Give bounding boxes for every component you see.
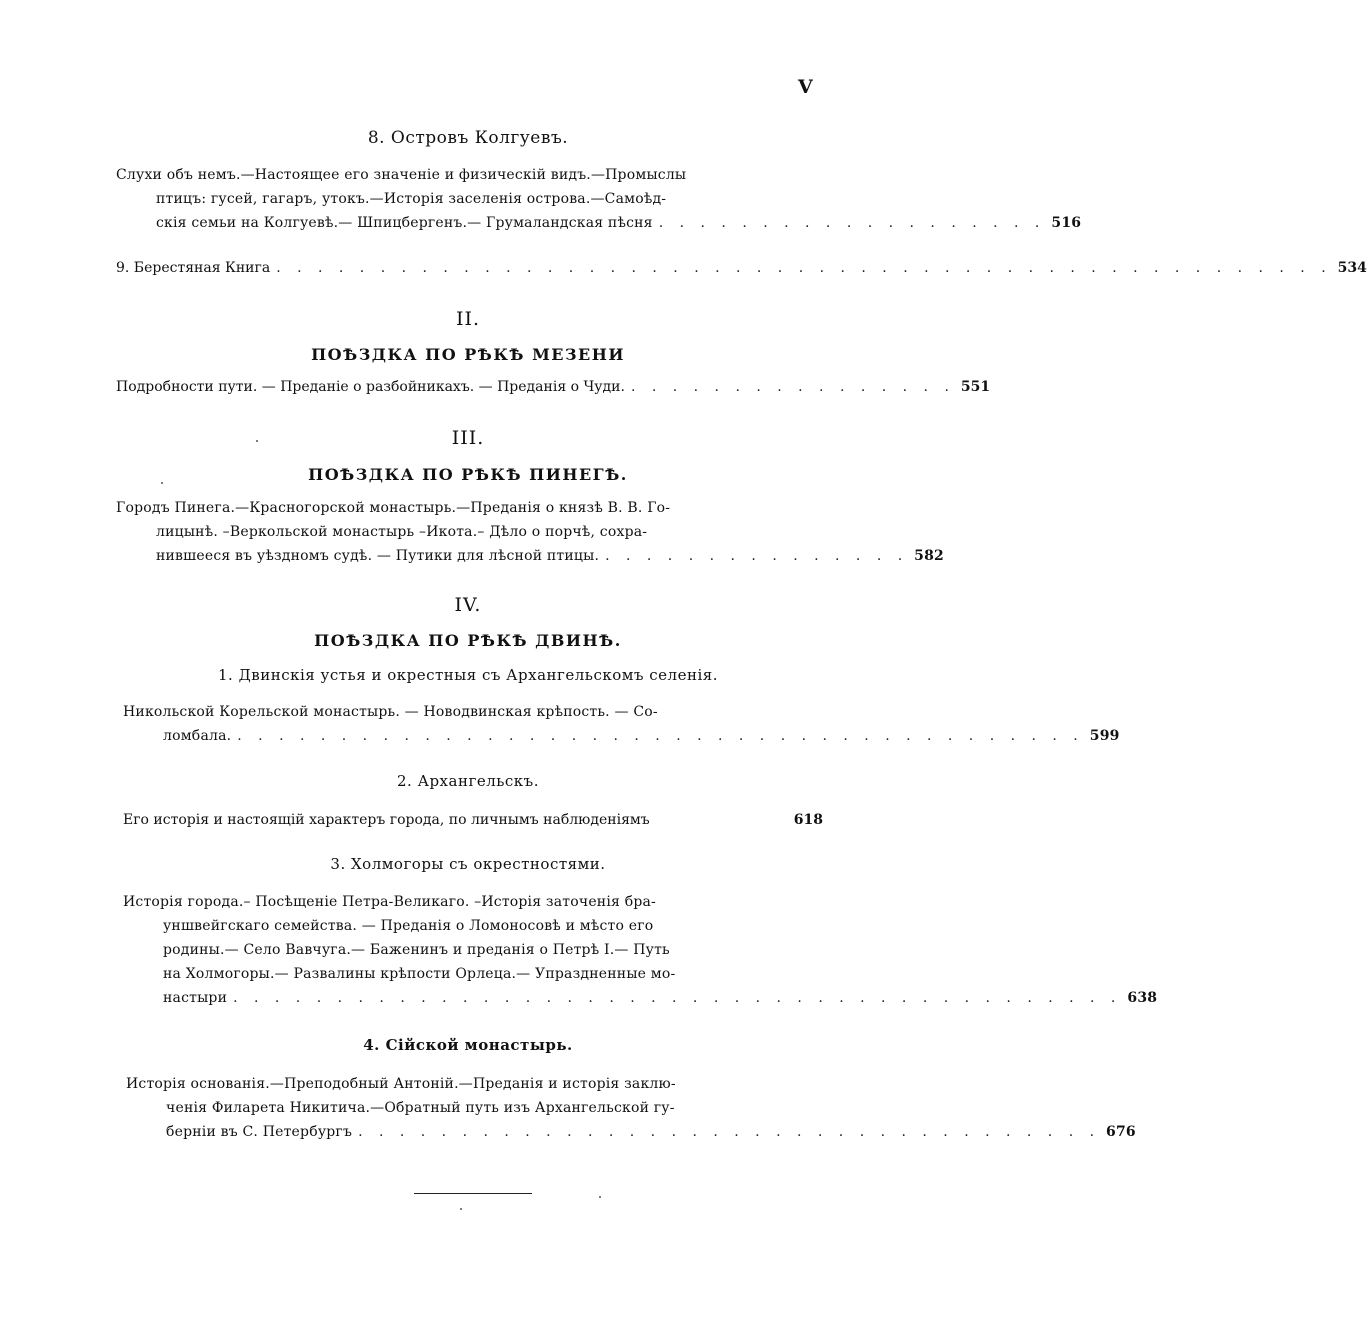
part-3-numeral: III. [451,427,485,449]
dot-leader: . . . . . . . . . . . . . . . . . . . . . . . . . . . . . . . . . . . . . . . . . . . [233,990,1122,1006]
dot-leader: . . . . . . . . . . . . . . . [605,548,909,564]
part-4-sub3-entry [123,890,1158,1010]
dot-leader: . . . . . . . . . . . . . . . . [630,379,955,395]
page-ref: 516 [1051,215,1082,231]
part-4-sub4-entry [126,1072,1136,1144]
page-number: V [798,76,813,98]
section-8-entry [116,163,1082,235]
part-4-title: ПОѢЗДКА ПО РѢКѢ ДВИНѢ. [314,631,622,650]
entry-line: родины.— Село Вавчуга.— Баженинъ и преданія о Петрѣ I.— Путь [163,942,670,958]
part-4-sub2-heading: 2. Архангельскъ. [397,772,539,790]
page-ref: 599 [1089,728,1120,744]
part-2-title: ПОѢЗДКА ПО РѢКѢ МЕЗЕНИ [311,345,625,364]
part-4-sub1-entry [123,700,1120,748]
entry-line: птицъ: гусей, гагаръ, утокъ.—Исторія заселенія острова.—Самоѣд- [156,191,667,207]
part-4-sub3-heading: 3. Холмогоры съ окрестностями. [330,855,606,873]
entry-line: скія семьи на Колгуевѣ.— Шпицбергенъ.— Грумаландская пѣсня [156,215,653,231]
part-2-entry [116,375,991,399]
part-3-title: ПОѢЗДКА ПО РѢКѢ ПИНЕГѢ. [308,465,628,484]
page-ref: 582 [914,548,944,564]
entry-line: настыри [163,990,228,1006]
entry-line: лицынѣ. –Веркольской монастырь –Икота.– Дѣло о порчѣ, сохра- [156,524,648,540]
entry-line: Его исторія и настоящій характеръ города, по личнымъ наблюденіямъ [123,812,650,828]
entry-last-line [123,986,1158,1010]
part-4-sub4-heading: 4. Сійской монастырь. [363,1036,573,1054]
part-4-sub1-heading: 1. Двинскія устья и окрестныя съ Архангельскомъ селенія. [218,666,718,684]
entry-line: Исторія основанія.—Преподобный Антоній.—Преданія и исторія заклю- [126,1076,676,1092]
entry-line: уншвейгскаго семейства. — Преданія о Ломоносовѣ и мѣсто его [163,918,654,934]
entry-line: Слухи объ немъ.—Настоящее его значеніе и физическій видъ.—Промыслы [116,167,687,183]
entry-line: Подробности пути. — Преданіе о разбойникахъ. — Преданія о Чуди. [116,379,625,395]
print-speck [599,1196,601,1198]
entry-last-line [116,211,1082,235]
page-ref: 534 [1337,260,1367,276]
part-4-numeral: IV. [454,594,482,616]
entry-line: Исторія города.– Посѣщеніе Петра-Великаго. –Исторія заточенія бра- [123,894,656,910]
page-ref: 676 [1106,1124,1136,1140]
section-9-title: 9. Берестяная Книга [116,260,271,276]
entry-line: Никольской Корельской монастырь. — Новодвинская крѣпость. — Со- [123,704,658,720]
dot-leader: . . . . . . . . . . . . . . . . . . . . . . . . . . . . . . . . . . . . . . . . . [237,728,1084,744]
page-ref: 551 [960,379,991,395]
dot-leader: . . . . . . . . . . . . . . . . . . . . . . . . . . . . . . . . . . . . . . . . . . . . . . . . . . . [276,260,1332,276]
page-ref: 638 [1127,990,1158,1006]
part-3-entry [116,496,944,568]
page-ref: 618 [793,812,823,828]
section-8-heading: 8. Островъ Колгуевъ. [367,128,569,148]
entry-line: берніи въ С. Петербургъ [166,1124,353,1140]
part-2-numeral: II. [455,308,481,330]
section-9-entry [116,256,1367,280]
entry-line: нившееся въ уѣздномъ судѣ. — Путики для лѣсной птицы. [156,548,600,564]
entry-line: Городъ Пинега.—Красногорской монастырь.—Преданія о князѣ В. В. Го- [116,500,671,516]
entry-line: на Холмогоры.— Развалины крѣпости Орлеца.— Упраздненные мо- [163,966,676,982]
part-4-sub2-entry [123,808,823,832]
print-speck [460,1208,462,1210]
entry-last-line [116,544,944,568]
entry-last-line [126,1120,1136,1144]
entry-line: ченія Филарета Никитича.—Обратный путь изъ Архангельской гу- [166,1100,675,1116]
closing-rule [414,1193,532,1194]
dot-leader: . . . . . . . . . . . . . . . . . . . [658,215,1046,231]
dot-leader: . . . . . . . . . . . . . . . . . . . . . . . . . . . . . . . . . . . . [358,1124,1101,1140]
entry-line: ломбала. [163,728,232,744]
entry-last-line [123,724,1120,748]
